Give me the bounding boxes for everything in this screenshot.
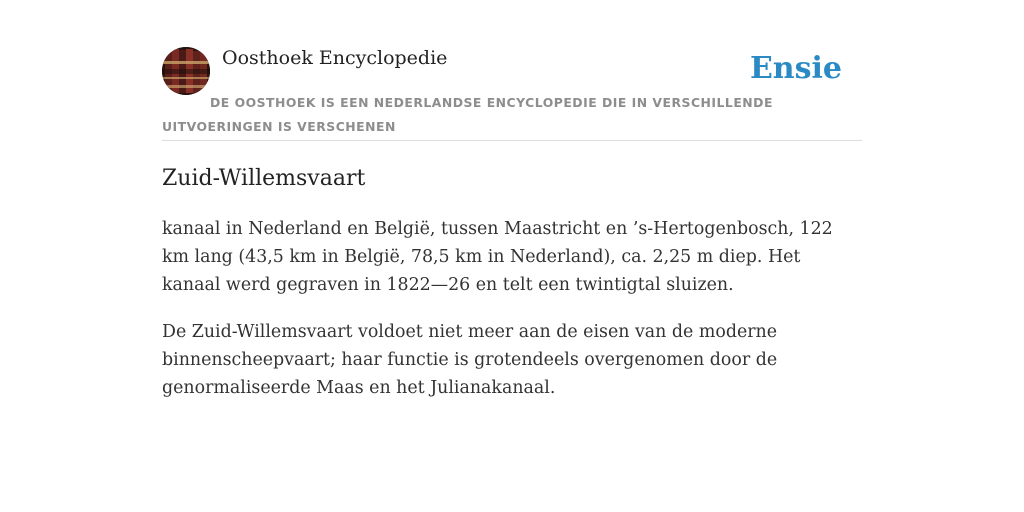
article-paragraph: De Zuid-Willemsvaart voldoet niet meer aan de eisen van de moderne binnenscheepvaart; haar functie is grotendeels overgenomen door de genormaliseerde Maas en het Julianakanaal. — [162, 322, 778, 398]
site-title[interactable]: Oosthoek Encyclopedie — [222, 47, 448, 69]
article — [162, 160, 862, 402]
site-header — [162, 46, 862, 141]
article-paragraph: kanaal in Nederland en België, tussen Maastricht en ’s-Hertogenbosch, 122 km lang (43,5 km in België, 78,5 km in Nederland), ca. 2,25 m diep. Het kanaal werd gegraven in 1822—26 en telt een twintigtal sluizen. — [162, 219, 833, 295]
site-tagline: DE OOSTHOEK IS EEN NEDERLANDSE ENCYCLOPEDIE DIE IN VERSCHILLENDE UITVOERINGEN IS VERSCHENEN — [162, 95, 773, 134]
article-title: Zuid-Willemsvaart — [162, 166, 366, 191]
brand-logo[interactable]: Ensie — [749, 51, 842, 86]
encyclopedia-books-icon[interactable] — [162, 47, 210, 95]
